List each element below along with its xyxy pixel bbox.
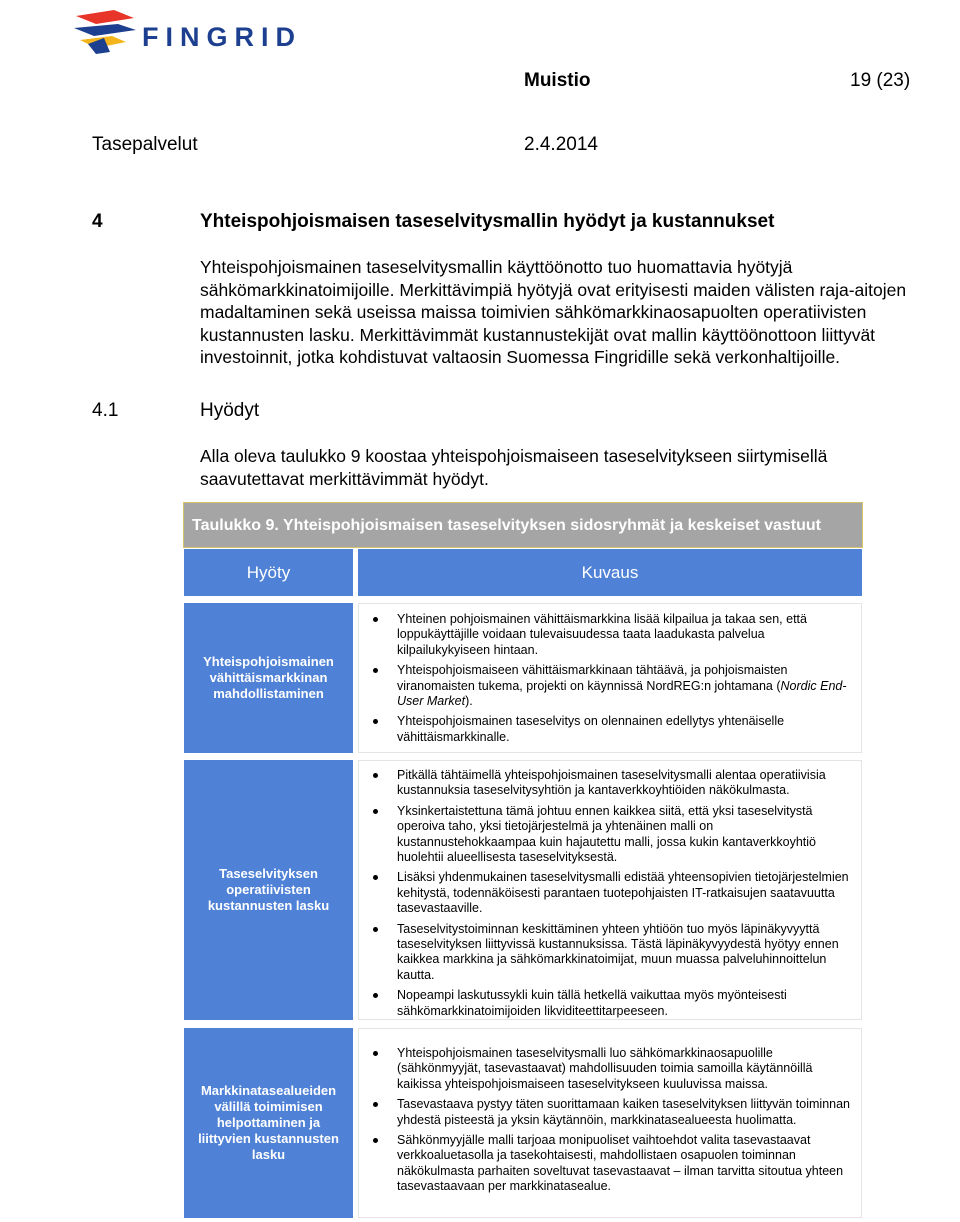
bullet-item: Lisäksi yhdenmukainen taseselvitysmalli edistää yhteensopivien tietojärjestelmien kehitystä, todennäköisesti parantaen tuotepohjaisten IT-ratkaisujen saatavuutta tasevastaaville. <box>373 870 851 916</box>
table-row-description <box>358 1028 862 1218</box>
document-type: Muistio <box>524 70 591 91</box>
subsection-paragraph: Alla oleva taulukko 9 koostaa yhteispohjoismaiseen taseselvitykseen siirtymisellä saavutettavat merkittävimmät hyödyt. <box>200 446 828 489</box>
bullet-item: Sähkönmyyjälle malli tarjoaa monipuoliset vaihtoehdot valita tasevastaavat verkkoaluetasolla ja tasekohtaisesti, mahdollistaen osapuolen toiminnan näkökulmasta parhaiten soveltuvat tasevastaavat – ilman tarvitta sitoutua yhteen tasevastaavaan per markkinatasealue. <box>373 1133 851 1195</box>
bullet-item: Yhteinen pohjoismainen vähittäismarkkina lisää kilpailua ja takaa sen, että loppukäyttäjille voidaan tulevaisuudessa taata laadukasta palvelua kilpailukykyiseen hintaan. <box>373 612 851 658</box>
table-row-description <box>358 603 862 753</box>
table-row-label: Markkinatasealueiden välillä toimimisen helpottaminen ja liittyvien kustannusten lasku <box>184 1028 353 1218</box>
department: Tasepalvelut <box>92 134 198 155</box>
bullet-item: Yksinkertaistettuna tämä johtuu ennen kaikkea siitä, että yksi taseselvitystä operoiva taho, yksi tietojärjestelmä ja yhtenäinen malli on kustannustehokkaampaa kuin hajautettu malli, jossa kukin kantaverkkoyhtiö huolehtii alueellisesta taseselvityksestä. <box>373 804 851 866</box>
bullet-item: Pitkällä tähtäimellä yhteispohjoismainen taseselvitysmalli alentaa operatiivisia kustannuksia taseselvitysyhtiön ja kantaverkkoyhtiöiden näkökulmasta. <box>373 768 851 799</box>
section-title: Yhteispohjoismaisen taseselvitysmallin hyödyt ja kustannukset <box>200 211 775 232</box>
bullet-item: Nopeampi laskutussykli kuin tällä hetkellä vaikuttaa myös myönteisesti sähkömarkkinatoimijoiden likviditeettitarpeeseen. <box>373 988 851 1019</box>
subsection-title: Hyödyt <box>200 400 260 421</box>
subsection-number: 4.1 <box>92 400 119 421</box>
bullet-item: Yhteispohjoismainen taseselvitys on olennainen edellytys yhtenäiselle vähittäismarkkinalle. <box>373 714 851 745</box>
table-caption: Taulukko 9. Yhteispohjoismaisen taseselvityksen sidosryhmät ja keskeiset vastuut <box>183 502 863 548</box>
table-row-description <box>358 760 862 1020</box>
bullet-item: Yhteispohjoismaiseen vähittäismarkkinaan tähtäävä, ja pohjoismaisten viranomaisten tukema, projekti on käynnissä NordREG:n johtamana (Nordic End-User Market). <box>373 663 851 709</box>
fingrid-emblem-icon <box>74 8 138 54</box>
bullet-item: Yhteispohjoismainen taseselvitysmalli luo sähkömarkkinaosapuolille (sähkönmyyjät, tasevastaavat) mahdollisuuden toimia samoilla käytännöillä kaikissa yhteispohjoismaiseen taseselvitykseen kuuluvissa maissa. <box>373 1046 851 1092</box>
bullet-item: Tasevastaava pystyy täten suorittamaan kaiken taseselvityksen liittyvän toiminnan yhdestä pisteestä ja yksin käytännöin, markkinatasealueesta huolimatta. <box>373 1097 851 1128</box>
bullet-item: Taseselvitystoiminnan keskittäminen yhteen yhtiöön tuo myös läpinäkyvyyttä taseselvityksen liittyvissä kustannuksissa. Tästä läpinäkyvyydestä hyötyy ennen kaikkea markkina ja sähkömarkkinatoimijat, muun muassa palveluhinnoittelun kautta. <box>373 922 851 984</box>
table-header-description: Kuvaus <box>358 549 862 596</box>
table-row-label: Yhteispohjoismainen vähittäismarkkinan mahdollistaminen <box>184 603 353 753</box>
table-row-label: Taseselvityksen operatiivisten kustannusten lasku <box>184 760 353 1020</box>
document-date: 2.4.2014 <box>524 134 598 155</box>
logo-text: FINGRID <box>142 22 302 52</box>
section-paragraph: Yhteispohjoismainen taseselvitysmallin käyttöönotto tuo huomattavia hyötyjä sähkömarkkinatoimijoille. Merkittävimpiä hyötyjä ovat erityisesti maiden välisten raja-aitojen madaltaminen sekä useissa maissa toimivien sähkömarkkinaosapuolten operatiivisten kustannusten lasku. Merkittävimmät kustannustekijät ovat mallin käyttöönottoon liittyvät investoinnit, jotka kohdistuvat valtaosin Suomessa Fingridille sekä verkonhaltijoille. <box>200 257 907 367</box>
table-header-benefit: Hyöty <box>184 549 353 596</box>
section-number: 4 <box>92 211 103 232</box>
page-number: 19 (23) <box>850 70 911 91</box>
fingrid-logo <box>74 8 314 54</box>
